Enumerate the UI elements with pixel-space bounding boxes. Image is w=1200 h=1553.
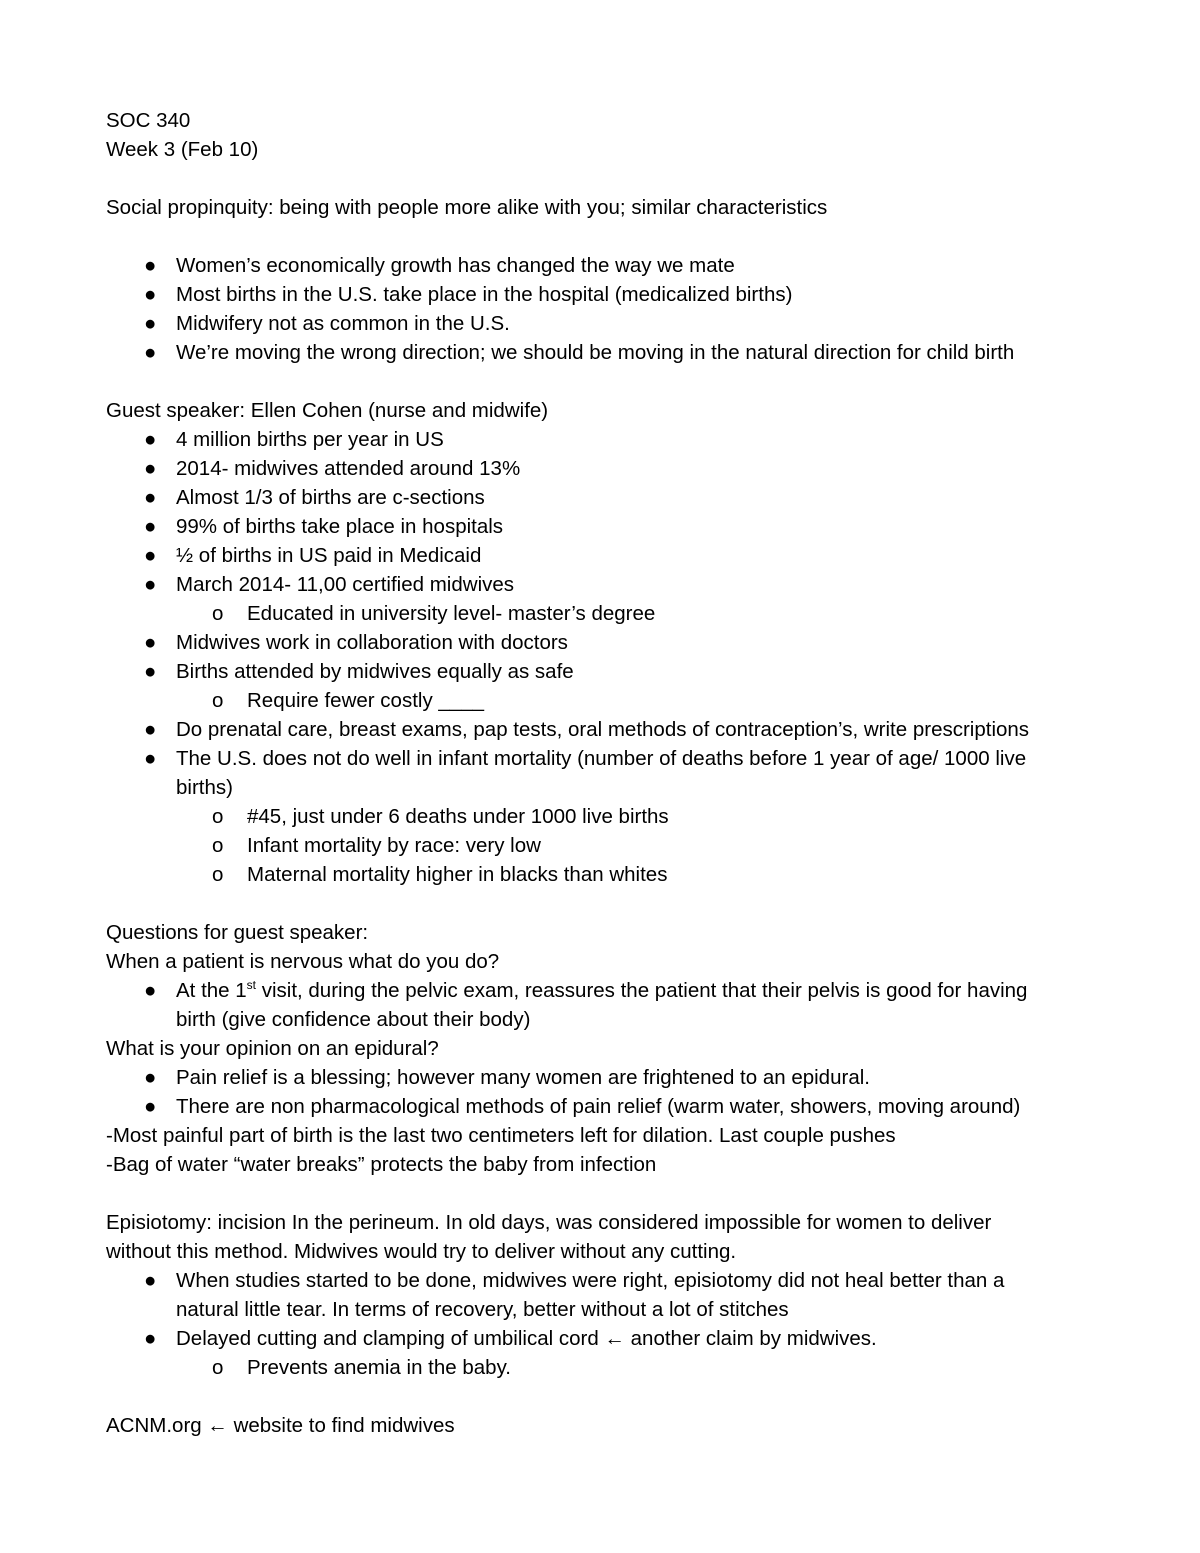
week-date: Week 3 (Feb 10) [106, 138, 259, 161]
list-item: ● Do prenatal care, breast exams, pap tests, oral methods of contraception’s, write prescriptions [106, 715, 1200, 744]
bullet-icon: ● [144, 283, 157, 306]
list-item: ● March 2014- 11,00 certified midwives [106, 570, 1200, 599]
answer-epidural-list [106, 1063, 1200, 1121]
sub-list-item: o #45, just under 6 deaths under 1000 live births [106, 802, 1200, 831]
bullet-icon: ● [144, 544, 157, 567]
bullet-icon: ● [144, 1327, 157, 1350]
bullet-icon: ● [144, 979, 157, 1002]
note-bag-of-water: -Bag of water “water breaks” protects the baby from infection [106, 1153, 657, 1176]
list-item: ● 99% of births take place in hospitals [106, 512, 1200, 541]
list-item: ● When studies started to be done, midwives were right, episiotomy did not heal better than a natural little tear. In terms of recovery, better without a lot of stitches [106, 1266, 1200, 1324]
bullet-icon: ● [144, 660, 157, 683]
list-item: ● At the 1st visit, during the pelvic exam, reassures the patient that their pelvis is good for having birth (give confidence about their body) [144, 978, 1028, 1031]
course-title: SOC 340 [106, 109, 191, 132]
bullet-icon: ● [144, 1066, 157, 1089]
list-item: ● Almost 1/3 of births are c-sections [106, 483, 1200, 512]
acnm-website-note: ACNM.org ← website to find midwives [106, 1414, 455, 1437]
note-painful-part: -Most painful part of birth is the last two centimeters left for dilation. Last couple pushes [106, 1124, 896, 1147]
list-item: ● ½ of births in US paid in Medicaid [106, 541, 1200, 570]
propinquity-list [106, 251, 1200, 367]
sub-bullet-icon: o [212, 834, 224, 857]
list-item: ● The U.S. does not do well in infant mortality (number of deaths before 1 year of age/ 1000 live births) [106, 744, 1200, 802]
list-item: ● 4 million births per year in US [106, 425, 1200, 454]
sub-list-item: o Infant mortality by race: very low [106, 831, 1200, 860]
list-item: ● There are non pharmacological methods of pain relief (warm water, showers, moving around) [106, 1092, 1200, 1121]
bullet-icon: ● [144, 486, 157, 509]
sub-bullet-icon: o [212, 689, 224, 712]
answer-nervous-list [106, 976, 1200, 1034]
questions-heading: Questions for guest speaker: [106, 921, 369, 944]
list-item: ● Most births in the U.S. take place in the hospital (medicalized births) [106, 280, 1200, 309]
episiotomy-list [106, 1266, 1200, 1382]
bullet-icon: ● [144, 747, 157, 770]
sub-list-item: o Prevents anemia in the baby. [106, 1353, 1200, 1382]
list-item: ● 2014- midwives attended around 13% [106, 454, 1200, 483]
bullet-icon: ● [144, 631, 157, 654]
sub-list-item: o Require fewer costly ____ [106, 686, 1200, 715]
episiotomy-definition-line1: Episiotomy: incision In the perineum. In old days, was considered impossible for women to deliver [106, 1211, 992, 1234]
bullet-icon: ● [144, 515, 157, 538]
list-item: ● Pain relief is a blessing; however many women are frightened to an epidural. [106, 1063, 1200, 1092]
guest-speaker-list [106, 425, 1200, 889]
bullet-icon: ● [144, 573, 157, 596]
bullet-icon: ● [144, 254, 157, 277]
list-item: ● We’re moving the wrong direction; we should be moving in the natural direction for child birth [106, 338, 1200, 367]
list-item: ● Births attended by midwives equally as safe [106, 657, 1200, 686]
bullet-icon: ● [144, 312, 157, 335]
bullet-icon: ● [144, 1095, 157, 1118]
list-item: ● Women’s economically growth has changed the way we mate [106, 251, 1200, 280]
propinquity-definition: Social propinquity: being with people more alike with you; similar characteristics [106, 196, 828, 219]
bullet-icon: ● [144, 1269, 157, 1292]
list-item: ● Midwives work in collaboration with doctors [106, 628, 1200, 657]
sub-list-item: o Maternal mortality higher in blacks than whites [106, 860, 1200, 889]
list-item: ● Midwifery not as common in the U.S. [106, 309, 1200, 338]
sub-list-item: o Educated in university level- master’s degree [106, 599, 1200, 628]
sub-bullet-icon: o [212, 863, 224, 886]
guest-speaker-heading: Guest speaker: Ellen Cohen (nurse and midwife) [106, 399, 549, 422]
bullet-icon: ● [144, 718, 157, 741]
bullet-icon: ● [144, 341, 157, 364]
question-nervous: When a patient is nervous what do you do? [106, 950, 500, 973]
list-item: ● Delayed cutting and clamping of umbilical cord ← another claim by midwives. [106, 1324, 1200, 1353]
episiotomy-definition-line2: without this method. Midwives would try to deliver without any cutting. [106, 1240, 737, 1263]
sub-bullet-icon: o [212, 1356, 224, 1379]
sub-bullet-icon: o [212, 805, 224, 828]
sub-bullet-icon: o [212, 602, 224, 625]
bullet-icon: ● [144, 428, 157, 451]
question-epidural: What is your opinion on an epidural? [106, 1037, 439, 1060]
bullet-icon: ● [144, 457, 157, 480]
